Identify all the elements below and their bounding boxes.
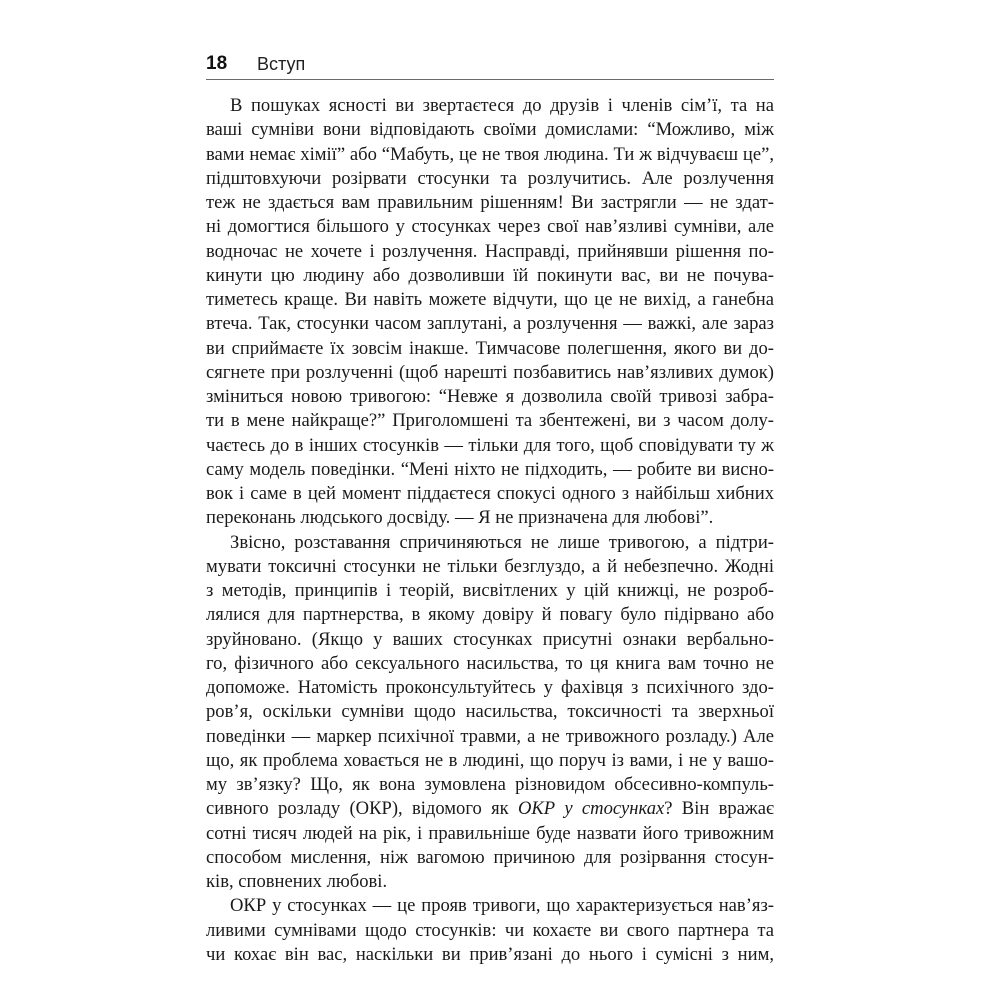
text-line: ти в мене найкраще?” Приголомшені та збентежені, ви з часом долу- [206,410,774,432]
text-line: Звісно, розставання спричиняються не лише тривогою, а підтри- [230,531,774,553]
text-line: ров’я, оскільки сумніви щодо насильства, токсичності та зверхньої [206,701,774,723]
text-line: го, фізичного або сексуального насильства, то ця книга вам точно не [206,652,774,674]
italic-term: ОКР у стосунках [517,798,665,820]
text-line: вами немає хімії” або “Мабуть, це не твоя людина. Ти ж відчуваєш це”, [206,143,774,165]
text-line: зміниться новою тривогою: “Невже я дозволила своїй тривозі забра- [206,386,774,407]
text-line: му зв’язку? Що, як вона зумовлена різновидом обсесивно-компуль- [206,774,774,795]
text-line: ви сприймаєте їх зовсім інакше. Тимчасове полегшення, якого ви до- [206,337,774,359]
text-line: В пошуках ясності ви звертаєтеся до друзів і членів сім’ї, та на [230,95,774,116]
text-line: сягнете при розлученні (щоб нарешті позбавитись нав’язливих думок) [206,361,774,383]
text-line: ваші сумніви вони відповідають своїми домислами: “Можливо, між [206,119,774,141]
text-line: мувати токсичні стосунки не тільки безглуздо, а й небезпечно. Жодні [206,555,774,577]
text-line: чаєтесь до в інших стосунків — тільки для того, щоб сповідувати ту ж [206,434,774,456]
chapter-title: Вступ [257,54,306,74]
text-line: теж не здається вам правильним рішенням! Ви застрягли — не здат- [206,192,774,213]
page-number: 18 [206,53,228,74]
text-line: сотні тисяч людей на рік, і правильніше буде назвати його тривожним [206,822,774,844]
text-line: допоможе. Натомість проконсультуйтесь у фахівця з психічного здо- [206,677,774,698]
running-header [206,53,774,80]
text-line: кинути цю людину або дозволивши їй покинути вас, ви не почува- [206,264,774,286]
text-line: сивного розладу (ОКР), відомого як ОКР у стосунках? Він вражає [206,798,774,820]
text-line: вок і саме в цей момент піддаєтеся спокусі одного з найбільш хибних [206,483,774,504]
text-line: лялися для партнерства, в якому довіру й повагу було підірвано або [206,604,774,626]
text-line: з методів, принципів і теорій, висвітлених у цій книжці, не розроб- [206,580,774,601]
text-line: поведінки — маркер психічної травми, а не тривожного розладу.) Але [206,725,774,747]
text-line: ОКР у стосунках — це прояв тривоги, що характеризується нав’яз- [230,895,774,917]
text-line: ків, сповнених любові. [206,871,388,892]
text-line: ні домогтися більшого у стосунках через свої нав’язливі сумніви, але [206,216,774,238]
text-line: втеча. Так, стосунки часом заплутані, а розлучення — важкі, але зараз [206,313,774,335]
text-line: підштовхуючи розірвати стосунки та розлучитись. Але розлучення [206,167,774,189]
body-text [206,94,774,967]
text-line: чи кохає він вас, наскільки ви прив’язані до нього і сумісні з ним, [206,943,774,965]
text-line: водночас не хочете і розлучення. Насправді, прийнявши рішення по- [206,240,774,262]
text-line: зруйновано. (Якщо у ваших стосунках присутні ознаки вербально- [206,628,774,650]
text-line: саму модель поведінки. “Мені ніхто не підходить, — робите ви висно- [206,458,774,480]
text-line: переконань людського досвіду. — Я не призначена для любові”. [206,507,714,529]
text-line: тиметесь краще. Ви навіть можете відчути, що це не вихід, а ганебна [206,289,774,310]
text-line: ливими сумнівами щодо стосунків: чи кохаєте ви свого партнера та [206,919,774,941]
text-line: способом мислення, ніж вагомою причиною для розірвання стосун- [206,846,774,868]
text-line: що, як проблема ховається не в людині, що поруч із вами, і не у вашо- [206,749,774,771]
